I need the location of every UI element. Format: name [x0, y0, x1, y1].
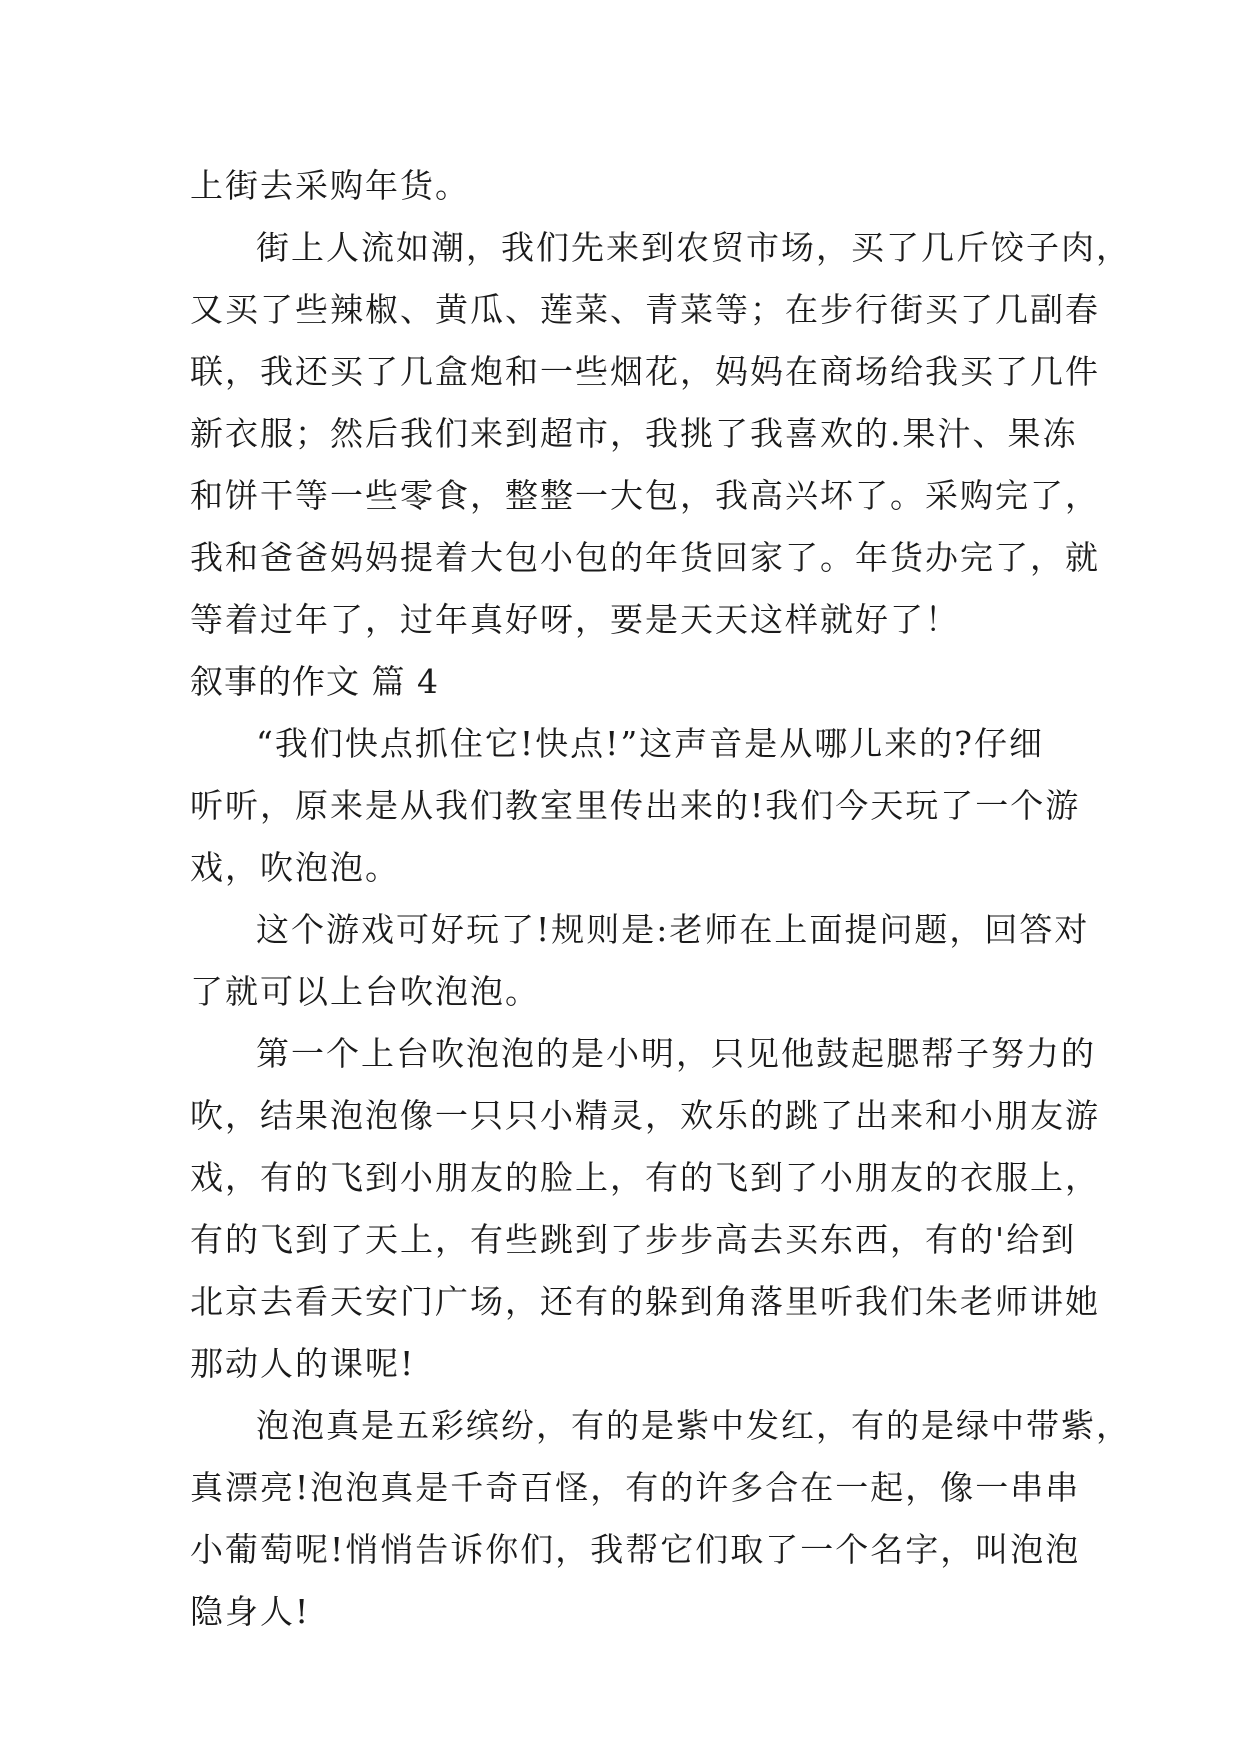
text-line: 有的飞到了天上，有些跳到了步步高去买东西，有的'给到 [190, 1220, 1077, 1259]
text-line: 第一个上台吹泡泡的是小明，只见他鼓起腮帮子努力的 [256, 1034, 1096, 1073]
text-line: 那动人的课呢! [190, 1344, 416, 1383]
text-line: “我们快点抓住它!快点!”这声音是从哪儿来的?仔细 [256, 724, 1044, 763]
text-line: 这个游戏可好玩了!规则是:老师在上面提问题，回答对 [256, 910, 1090, 949]
text-line: 北京去看天安门广场，还有的躲到角落里听我们朱老师讲她 [190, 1282, 1100, 1321]
text-line: 听听，原来是从我们教室里传出来的!我们今天玩了一个游 [190, 786, 1081, 825]
text-line: 真漂亮!泡泡真是千奇百怪，有的许多合在一起，像一串串 [190, 1468, 1081, 1507]
text-line: 等着过年了，过年真好呀，要是天天这样就好了！ [190, 600, 960, 639]
text-line: 隐身人! [190, 1592, 311, 1631]
text-line: 戏，吹泡泡。 [190, 848, 400, 887]
section-heading: 叙事的作文 篇 4 [190, 662, 439, 701]
text-line: 了就可以上台吹泡泡。 [190, 972, 540, 1011]
text-line: 戏，有的飞到小朋友的脸上，有的飞到了小朋友的衣服上， [190, 1158, 1100, 1197]
text-line: 我和爸爸妈妈提着大包小包的年货回家了。年货办完了，就 [190, 538, 1100, 577]
text-line: 泡泡真是五彩缤纷，有的是紫中发红，有的是绿中带紫， [256, 1406, 1131, 1445]
text-line: 上街去采购年货。 [190, 166, 470, 205]
text-line: 吹，结果泡泡像一只只小精灵，欢乐的跳了出来和小朋友游 [190, 1096, 1100, 1135]
text-line: 新衣服；然后我们来到超市，我挑了我喜欢的.果汁、果冻 [190, 414, 1078, 453]
text-line: 街上人流如潮，我们先来到农贸市场，买了几斤饺子肉， [256, 228, 1131, 267]
text-line: 和饼干等一些零食，整整一大包，我高兴坏了。采购完了， [190, 476, 1100, 515]
essay-body [190, 155, 1131, 1643]
text-line: 联，我还买了几盒炮和一些烟花，妈妈在商场给我买了几件 [190, 352, 1100, 391]
text-line: 又买了些辣椒、黄瓜、莲菜、青菜等；在步行街买了几副春 [190, 290, 1100, 329]
text-line: 小葡萄呢!悄悄告诉你们，我帮它们取了一个名字，叫泡泡 [190, 1530, 1081, 1569]
